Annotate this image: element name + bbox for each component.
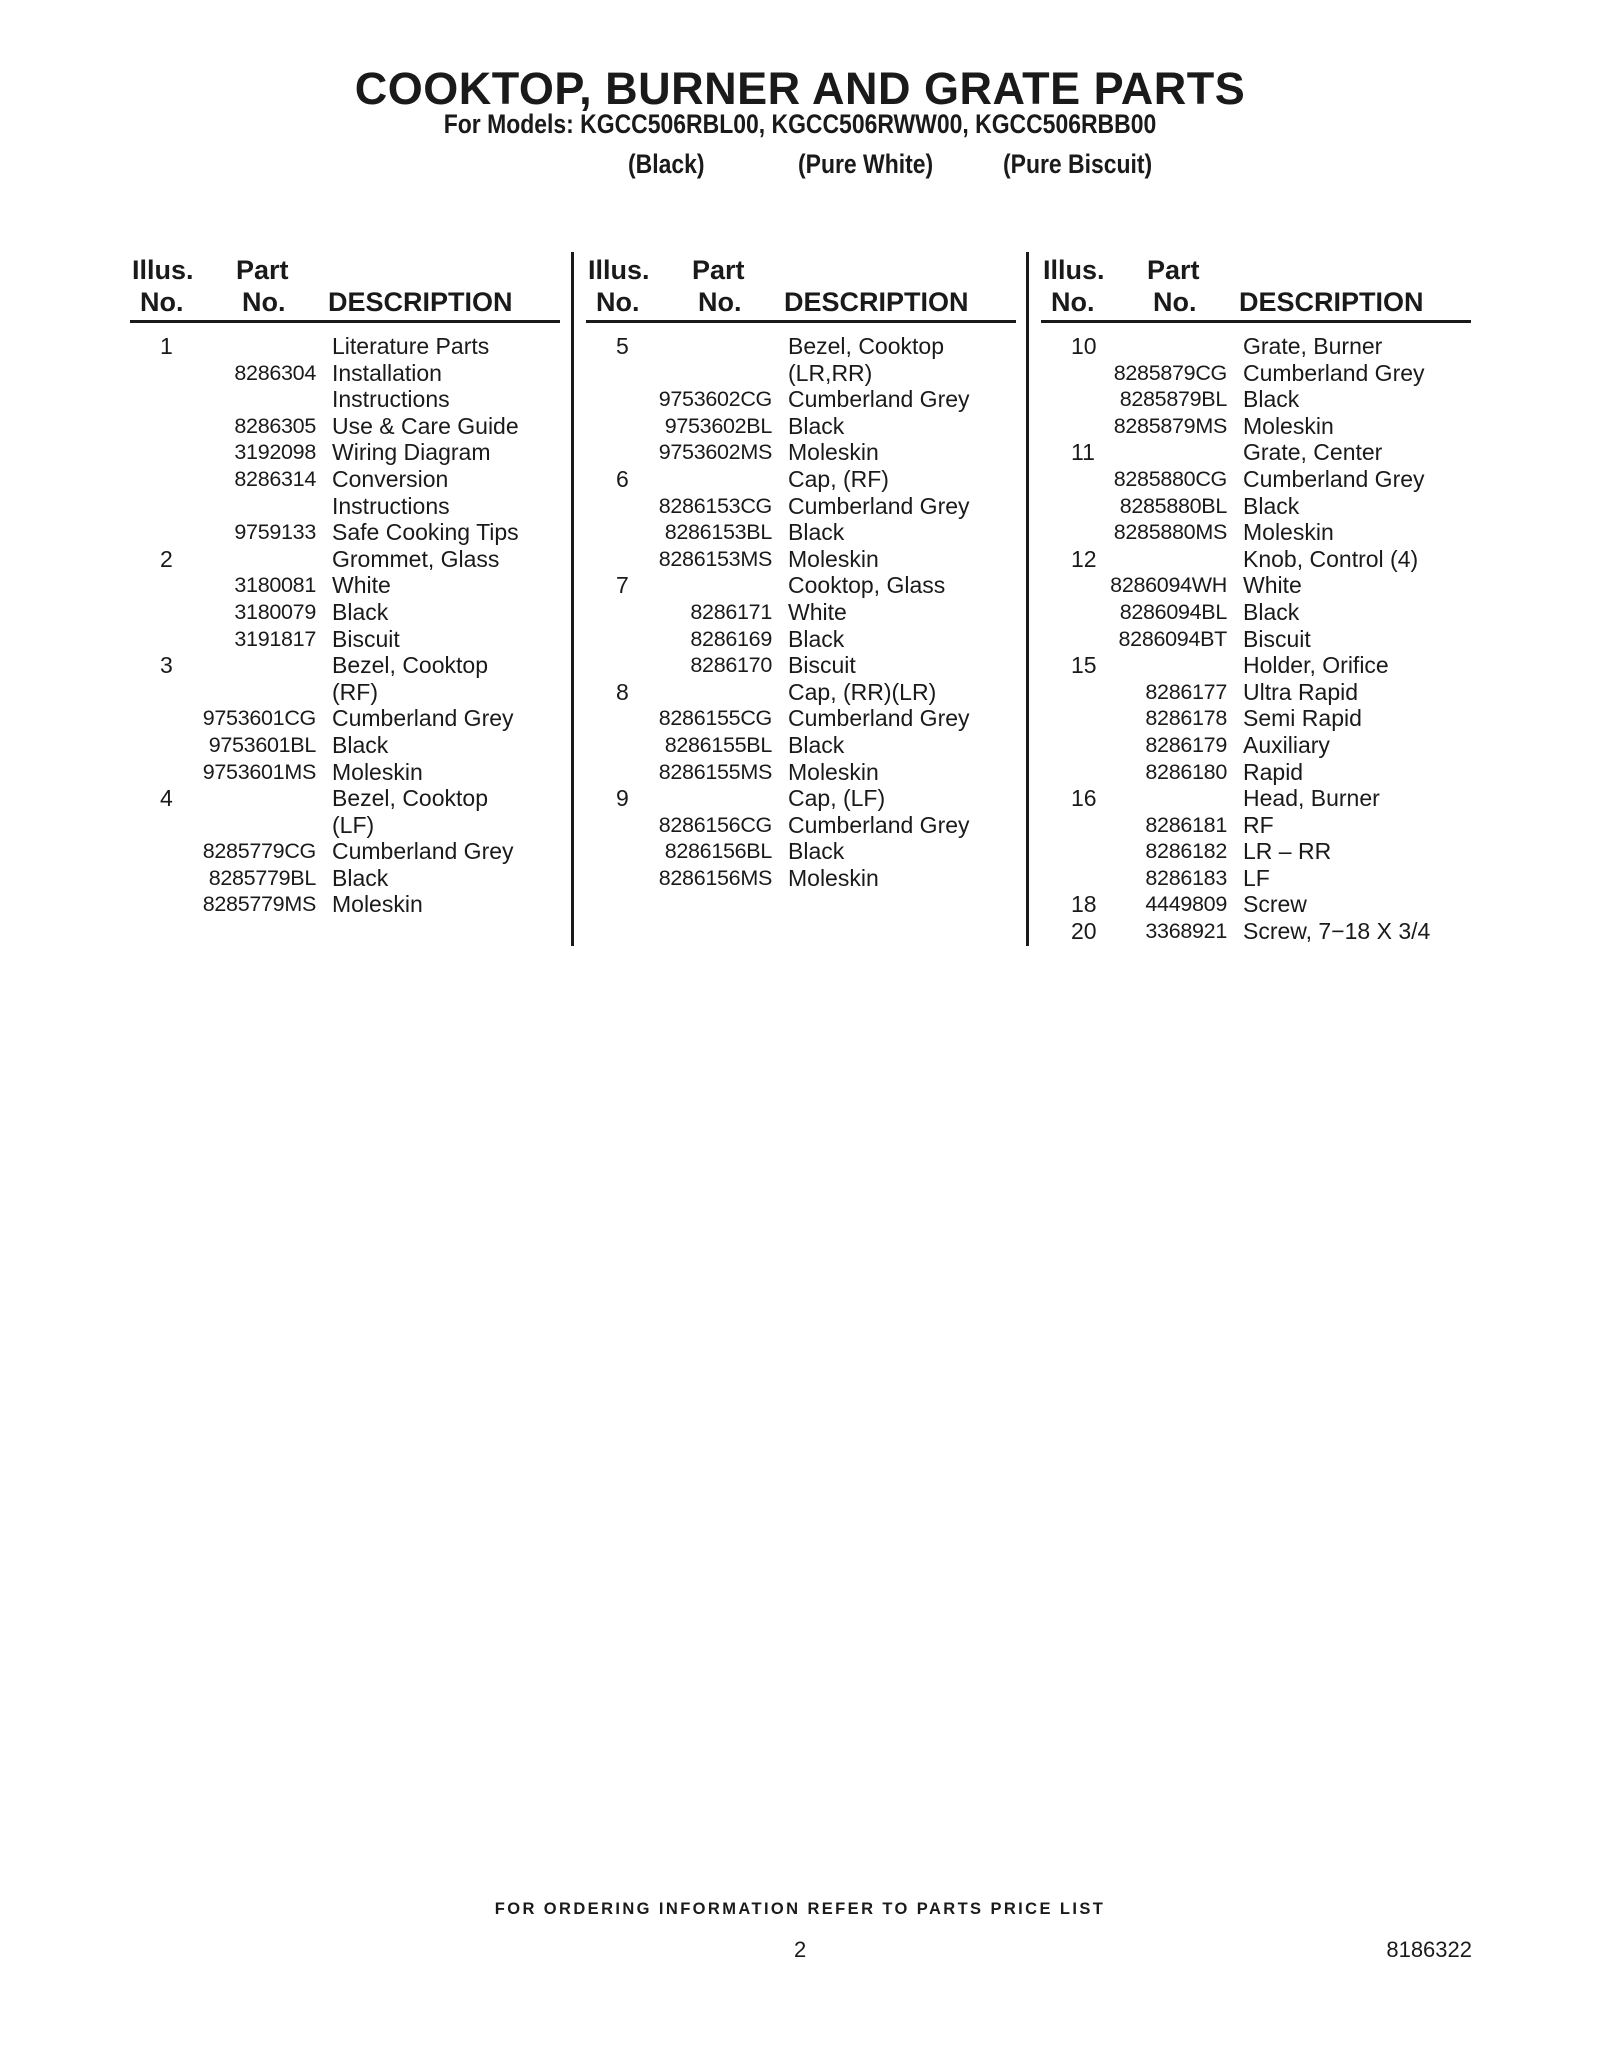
- table-row: [586, 572, 1016, 599]
- part-description: Installation: [332, 359, 442, 386]
- part-description: Conversion: [332, 465, 449, 492]
- part-description: (RF): [332, 678, 378, 705]
- part-description: Black: [332, 864, 389, 891]
- part-description: Cumberland Grey: [1243, 465, 1425, 492]
- part-description: Moleskin: [788, 864, 879, 891]
- part-description: Rapid: [1243, 758, 1304, 785]
- part-number: 9753601BL: [208, 732, 316, 757]
- part-description: Moleskin: [332, 758, 423, 785]
- part-number: 8286153MS: [658, 546, 772, 571]
- part-description: Cap, (RR)(LR): [788, 678, 937, 705]
- table-row: [130, 732, 560, 759]
- part-description: LR – RR: [1243, 838, 1332, 865]
- illus-number: 5: [616, 333, 629, 359]
- part-header-line1: Part: [1147, 255, 1200, 285]
- table-row: [130, 546, 560, 573]
- table-row: [586, 732, 1016, 759]
- table-row: [586, 493, 1016, 520]
- part-number: 9753602CG: [658, 387, 772, 412]
- table-row: [586, 546, 1016, 573]
- table-row: [586, 652, 1016, 679]
- column-divider: [571, 252, 574, 946]
- part-description: Cumberland Grey: [788, 492, 970, 519]
- part-description: Bezel, Cooktop: [788, 333, 944, 359]
- part-number: 8285879CG: [1113, 360, 1227, 385]
- part-description: Auxiliary: [1243, 731, 1330, 758]
- table-row: [586, 759, 1016, 786]
- illus-header-line1: Illus.: [588, 255, 650, 285]
- part-description: Black: [332, 731, 389, 758]
- part-description: Head, Burner: [1243, 785, 1380, 812]
- illus-number: 15: [1071, 652, 1097, 679]
- part-description: Moleskin: [788, 545, 879, 572]
- illus-number: 8: [616, 678, 629, 705]
- part-number: 3368921: [1145, 919, 1227, 944]
- table-row: [130, 785, 560, 812]
- part-description: (LR,RR): [788, 359, 873, 386]
- ordering-note: FOR ORDERING INFORMATION REFER TO PARTS PRICE LIST: [494, 1900, 1106, 1918]
- illus-number: 11: [1071, 439, 1095, 466]
- table-row: [1041, 626, 1471, 653]
- page-title: COOKTOP, BURNER AND GRATE PARTS: [354, 63, 1246, 114]
- part-number: 8286155BL: [664, 732, 772, 757]
- document-number: 8186322: [1386, 1937, 1472, 1962]
- table-row: [130, 386, 560, 413]
- column-header: [586, 252, 1016, 323]
- table-row: [130, 838, 560, 865]
- part-description: Black: [788, 731, 845, 758]
- part-description: Moleskin: [1243, 412, 1334, 439]
- table-row: [130, 413, 560, 440]
- table-row: [1041, 413, 1471, 440]
- part-description: Black: [1243, 492, 1300, 519]
- table-row: [130, 439, 560, 466]
- part-description: Black: [788, 625, 845, 652]
- part-number: 8286156CG: [658, 812, 772, 837]
- part-description: Moleskin: [1243, 519, 1334, 546]
- table-row: [586, 705, 1016, 732]
- illus-number: 12: [1071, 545, 1097, 572]
- part-description: Holder, Orifice: [1243, 652, 1389, 679]
- parts-list: [1041, 323, 1471, 945]
- illus-number: 4: [160, 785, 173, 812]
- illus-header-line1: Illus.: [132, 255, 194, 285]
- part-number: 3192098: [234, 440, 316, 465]
- illus-number: 3: [160, 652, 173, 679]
- table-row: [1041, 333, 1471, 360]
- part-number: 8286304: [234, 360, 316, 385]
- parts-list: [130, 323, 560, 918]
- table-row: [1041, 812, 1471, 839]
- part-description: Use & Care Guide: [332, 412, 519, 439]
- table-row: [1041, 891, 1471, 918]
- part-number: 8286183: [1145, 865, 1227, 890]
- part-description: Bezel, Cooktop: [332, 652, 488, 679]
- part-number: 3180081: [234, 573, 316, 598]
- part-number: 8286178: [1145, 706, 1227, 731]
- parts-column-2: [586, 252, 1016, 891]
- table-row: [1041, 785, 1471, 812]
- part-number: 8285879MS: [1113, 413, 1227, 438]
- part-number: 8286094BL: [1119, 599, 1227, 624]
- column-header: [1041, 252, 1471, 323]
- part-number: 8285879BL: [1119, 387, 1227, 412]
- part-description: Cumberland Grey: [332, 838, 514, 865]
- part-number: 3180079: [234, 599, 316, 624]
- part-description: RF: [1243, 811, 1274, 838]
- table-row: [1041, 493, 1471, 520]
- part-description: White: [788, 598, 847, 625]
- table-row: [586, 865, 1016, 892]
- illus-number: 9: [616, 785, 629, 812]
- table-row: [130, 626, 560, 653]
- table-row: [130, 705, 560, 732]
- illus-header-line2: No.: [140, 287, 184, 317]
- part-description: Cumberland Grey: [332, 705, 514, 732]
- illus-number: 10: [1071, 333, 1097, 359]
- table-row: [130, 493, 560, 520]
- part-number: 8286155CG: [658, 706, 772, 731]
- column-divider: [1026, 252, 1029, 946]
- part-description: Cumberland Grey: [788, 811, 970, 838]
- table-row: [1041, 759, 1471, 786]
- table-row: [586, 812, 1016, 839]
- description-header: DESCRIPTION: [784, 287, 969, 317]
- part-description: Black: [1243, 598, 1300, 625]
- table-row: [586, 626, 1016, 653]
- part-description: Wiring Diagram: [332, 439, 491, 466]
- part-description: Semi Rapid: [1243, 705, 1362, 732]
- part-description: White: [332, 572, 391, 599]
- part-number: 8286181: [1145, 812, 1227, 837]
- table-row: [1041, 732, 1471, 759]
- table-row: [1041, 918, 1471, 945]
- part-header-line2: No.: [242, 287, 286, 317]
- part-number: 8286177: [1145, 679, 1227, 704]
- part-number: 8285880CG: [1113, 466, 1227, 491]
- table-row: [586, 333, 1016, 360]
- part-description: Instructions: [332, 386, 450, 413]
- part-number: 8285779BL: [208, 865, 316, 890]
- illus-number: 16: [1071, 785, 1097, 812]
- table-row: [1041, 572, 1471, 599]
- illus-header-line1: Illus.: [1043, 255, 1105, 285]
- color-label-pure-white: (Pure White): [798, 149, 934, 179]
- part-number: 9753602BL: [664, 413, 772, 438]
- part-description: Biscuit: [332, 625, 400, 652]
- part-number: 8286094BT: [1118, 626, 1227, 651]
- part-description: (LF): [332, 811, 375, 838]
- table-row: [586, 838, 1016, 865]
- part-number: 8286169: [690, 626, 772, 651]
- description-header: DESCRIPTION: [328, 287, 513, 317]
- part-description: White: [1243, 572, 1302, 599]
- part-number: 4449809: [1145, 892, 1227, 917]
- part-description: Grate, Burner: [1243, 333, 1383, 359]
- table-row: [586, 360, 1016, 387]
- part-header-line2: No.: [1153, 287, 1197, 317]
- color-label-black: (Black): [628, 149, 705, 179]
- part-description: Bezel, Cooktop: [332, 785, 488, 812]
- table-row: [586, 466, 1016, 493]
- table-row: [130, 572, 560, 599]
- part-description: Biscuit: [1243, 625, 1311, 652]
- table-row: [586, 386, 1016, 413]
- part-description: Instructions: [332, 492, 450, 519]
- color-label-pure-biscuit: (Pure Biscuit): [1003, 149, 1153, 179]
- part-description: Moleskin: [332, 891, 423, 918]
- table-row: [130, 360, 560, 387]
- table-row: [586, 519, 1016, 546]
- part-description: Cumberland Grey: [1243, 359, 1425, 386]
- table-row: [130, 519, 560, 546]
- column-header: [130, 252, 560, 323]
- part-number: 8285779CG: [202, 839, 316, 864]
- part-description: Grommet, Glass: [332, 545, 500, 572]
- table-row: [130, 891, 560, 918]
- part-number: 8286156MS: [658, 865, 772, 890]
- part-description: LF: [1243, 864, 1270, 891]
- part-number: 8286156BL: [664, 839, 772, 864]
- table-row: [130, 865, 560, 892]
- part-number: 8286305: [234, 413, 316, 438]
- part-description: Cap, (RF): [788, 465, 889, 492]
- part-header-line1: Part: [236, 255, 289, 285]
- part-number: 8286180: [1145, 759, 1227, 784]
- parts-list: [586, 323, 1016, 891]
- part-number: 8286170: [690, 653, 772, 678]
- part-description: Biscuit: [788, 652, 856, 679]
- part-header-line2: No.: [698, 287, 742, 317]
- part-number: 8286153CG: [658, 493, 772, 518]
- models-line: For Models: KGCC506RBL00, KGCC506RWW00, KGCC506RBB00: [443, 109, 1157, 139]
- part-number: 9753601MS: [202, 759, 316, 784]
- part-number: 9753602MS: [658, 440, 772, 465]
- table-row: [586, 785, 1016, 812]
- table-row: [1041, 838, 1471, 865]
- part-description: Cooktop, Glass: [788, 572, 946, 599]
- table-row: [1041, 679, 1471, 706]
- illus-number: 6: [616, 465, 629, 492]
- table-row: [1041, 519, 1471, 546]
- part-description: Black: [332, 598, 389, 625]
- part-header-line1: Part: [692, 255, 745, 285]
- description-header: DESCRIPTION: [1239, 287, 1424, 317]
- part-number: 3191817: [234, 626, 316, 651]
- parts-column-1: [130, 252, 560, 918]
- part-description: Screw: [1243, 891, 1307, 918]
- illus-number: 1: [160, 333, 173, 359]
- part-number: 8285880BL: [1119, 493, 1227, 518]
- part-number: 8285779MS: [202, 892, 316, 917]
- table-row: [586, 599, 1016, 626]
- part-number: 8286179: [1145, 732, 1227, 757]
- table-row: [130, 333, 560, 360]
- part-number: 8285880MS: [1113, 520, 1227, 545]
- table-row: [1041, 439, 1471, 466]
- part-description: Screw, 7−18 X 3/4: [1243, 918, 1431, 945]
- part-number: 8286155MS: [658, 759, 772, 784]
- table-row: [130, 812, 560, 839]
- table-row: [1041, 386, 1471, 413]
- illus-header-line2: No.: [1051, 287, 1095, 317]
- part-description: Black: [788, 412, 845, 439]
- table-row: [586, 413, 1016, 440]
- illus-number: 20: [1071, 918, 1097, 945]
- illus-number: 2: [160, 545, 173, 572]
- part-number: 8286314: [234, 466, 316, 491]
- part-description: Ultra Rapid: [1243, 678, 1359, 705]
- table-row: [1041, 599, 1471, 626]
- part-number: 9753601CG: [202, 706, 316, 731]
- part-description: Black: [788, 838, 845, 865]
- table-row: [1041, 360, 1471, 387]
- part-description: Black: [1243, 386, 1300, 413]
- table-row: [586, 679, 1016, 706]
- part-description: Literature Parts: [332, 333, 490, 359]
- table-row: [1041, 865, 1471, 892]
- table-row: [1041, 705, 1471, 732]
- illus-number: 7: [616, 572, 629, 599]
- table-row: [1041, 652, 1471, 679]
- illus-number: 18: [1071, 891, 1097, 918]
- part-number: 8286171: [690, 599, 772, 624]
- table-row: [586, 439, 1016, 466]
- part-description: Cumberland Grey: [788, 705, 970, 732]
- part-description: Grate, Center: [1243, 439, 1383, 466]
- part-description: Safe Cooking Tips: [332, 519, 519, 546]
- part-description: Black: [788, 519, 845, 546]
- part-description: Cap, (LF): [788, 785, 886, 812]
- part-number: 8286153BL: [664, 520, 772, 545]
- table-row: [130, 652, 560, 679]
- page-number: 2: [794, 1937, 807, 1962]
- part-description: Moleskin: [788, 439, 879, 466]
- part-description: Knob, Control (4): [1243, 545, 1419, 572]
- table-row: [1041, 466, 1471, 493]
- table-row: [130, 599, 560, 626]
- part-number: 8286182: [1145, 839, 1227, 864]
- part-number: 9759133: [234, 520, 316, 545]
- table-row: [130, 466, 560, 493]
- illus-header-line2: No.: [596, 287, 640, 317]
- parts-column-3: [1041, 252, 1471, 945]
- part-description: Moleskin: [788, 758, 879, 785]
- table-row: [1041, 546, 1471, 573]
- table-row: [130, 759, 560, 786]
- part-description: Cumberland Grey: [788, 386, 970, 413]
- part-number: 8286094WH: [1110, 573, 1227, 598]
- table-row: [130, 679, 560, 706]
